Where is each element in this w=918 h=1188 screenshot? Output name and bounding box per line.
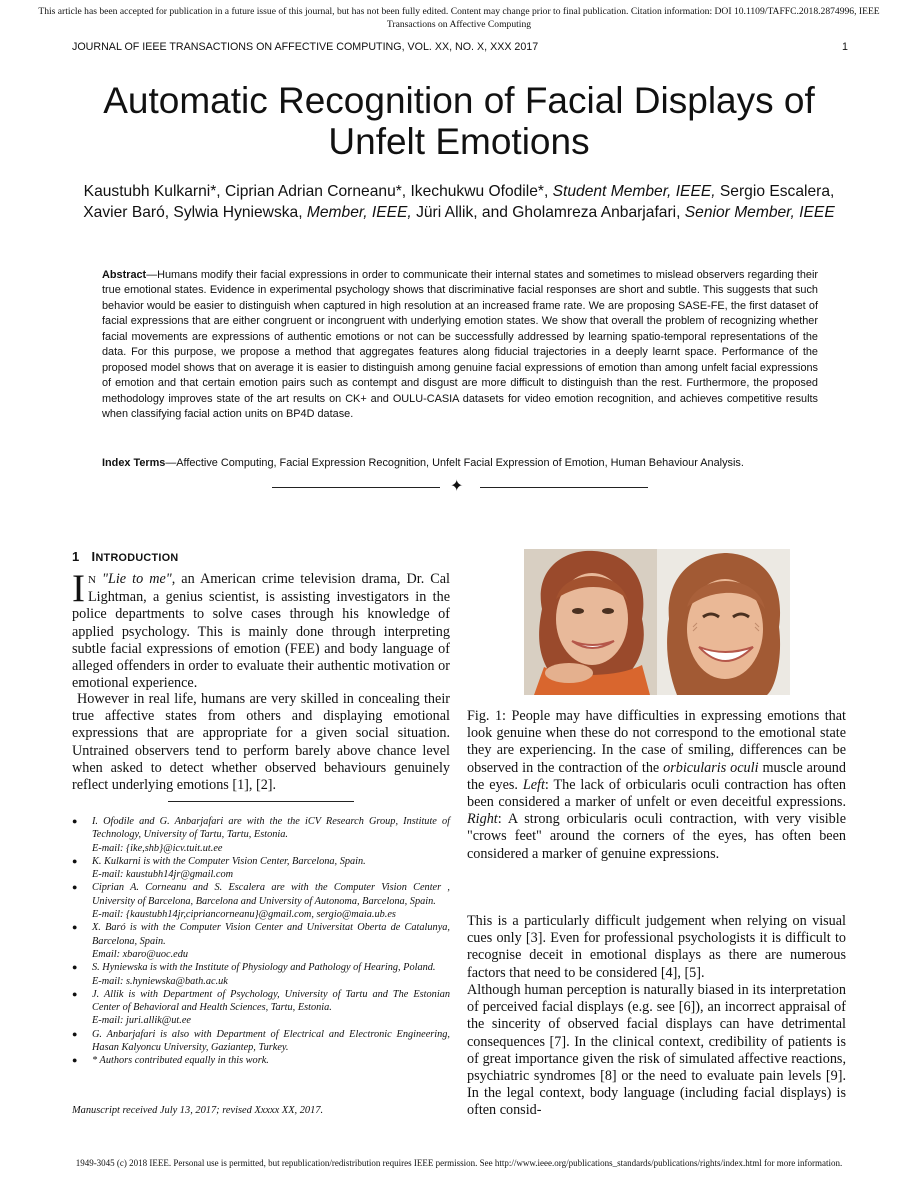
author-role-3: Senior Member, IEEE (684, 204, 835, 221)
manuscript-note: Manuscript received July 13, 2017; revised Xxxxx XX, 2017. (72, 1105, 324, 1116)
right-paragraph-2: Although human perception is naturally biased in its interpretation of perceived facial displays (e.g. see [6]), an incorrect appraisal of the sincerity of observed facial displays can have detrimental consequences [7]. In the clinical context, credibility of patients is of great importance given the risk of simulated affective reactions, psychiatric syndromes [8] or the need to evaluate pain levels [9]. In the legal context, body language (including facial displays) is often consid- (467, 982, 846, 1119)
author-role-1: Student Member, IEEE, (552, 183, 716, 200)
bullet-icon: ● (72, 962, 78, 973)
figure-1 (524, 549, 790, 695)
face-illustration-left (524, 549, 657, 695)
footnote-item: ● J. Allik is with Department of Psychology, University of Tartu and The Estonian Center of Behavioral and Health Sciences, Tartu, Estonia. E-mail: juri.allik@ut.ee (72, 988, 450, 1027)
paper-title (60, 80, 858, 162)
intro-smallcaps: N (88, 574, 96, 586)
section-divider (272, 478, 648, 498)
bullet-icon: ● (72, 988, 78, 999)
footnote-item: ● * Authors contributed equally in this work. (72, 1055, 269, 1067)
footnote-item: ● S. Hyniewska is with the Institute of Physiology and Pathology of Hearing, Poland. E-mail: s.hyniewska@bath.ac.uk (72, 962, 436, 987)
abstract (102, 268, 818, 423)
section-number: 1 (72, 549, 80, 564)
intro-text-1: , an American crime television drama, Dr. Cal Lightman, a genius scientist, is assisting investigators in the police departments to solve cases through his knowledge of applied psychology. This is mainly done through interpreting subtle facial expressions of emotion (FEE) and body language of alleged offenders in order to evaluate their authentic motivation or emotional experience. (72, 571, 451, 692)
face-illustration-right (657, 549, 790, 695)
index-terms-text: —Affective Computing, Facial Expression Recognition, Unfelt Facial Expression of Emotion, Human Behaviour Analysis. (165, 457, 744, 469)
footnote-rule (168, 801, 354, 802)
authors-part-3: Jüri Allik, and Gholamreza Anbarjafari, (411, 204, 685, 221)
abstract-text: —Humans modify their facial expressions in order to communicate their internal states and sometimes to mislead observers regarding their true emotional states. Evidence in experimental psychology shows that discriminative facial responses are short and subtle. This suggests that such behavior would be easier to distinguish when captured in high resolution at an increased frame rate. We are proposing SASE-FE, the first dataset of facial expressions that are either congruent or incongruent with underlying emotion states. We show that overall the problem of recognizing whether facial movements are expressions of authentic emotions or not can be successfully addressed by learning spatio-temporal representations of the data. For this purpose, we propose a method that aggregates features along fiducial trajectories in a deeply learnt space. Performance of the proposed model shows that on average it is easier to distinguish among genuine facial expressions of emotion than among unfelt facial expressions of emotion and that certain emotion pairs such as contempt and disgust are more difficult to distinguish than the rest. Furthermore, the proposed methodology improves state of the art results on CK+ and OULU-CASIA datasets for video emotion recognition, and achieves competitive results when classifying facial action units on BP4D datase. (102, 269, 818, 421)
divider-line-left (272, 487, 440, 488)
author-role-2: Member, IEEE, (306, 204, 412, 221)
caption-label: Fig. 1: (467, 708, 507, 724)
intro-show-title: "Lie to me" (95, 571, 172, 587)
footnote-list (72, 815, 450, 1068)
index-terms (102, 456, 818, 471)
footnote-item: ● G. Anbarjafari is also with Department of Electrical and Electronic Engineering, Hasan Kalyoncu University, Gaziantep, Turkey. (72, 1028, 450, 1054)
footnote-item: ● K. Kulkarni is with the Computer Vision Center, Barcelona, Spain. E-mail: kaustubh14jr@gmail.com (72, 855, 366, 881)
copyright-notice-top: This article has been accepted for publication in a future issue of this journal, but has not been fully edited. Content may change prior to final publication. Citation information: DOI 10.1109/TAFFC.2018.2874996, IEEE Transactions on Affective Computing (38, 6, 880, 30)
figure-caption: Fig. 1: People may have difficulties in expressing emotions that look genuine when these do not correspond to the emotional state they are experiencing. In the case of smiling, differences can be observed in the contraction of the orbicularis oculi muscle around the eyes. Left: The lack of orbicularis oculi contraction has often been considered a marker of unfelt or even deceitful expressions. Right: A strong orbicularis oculi contraction, with very visible "crows feet" around the corners of the eyes, has often been considered a marker of genuine expressions. (467, 708, 847, 862)
abstract-label: Abstract (102, 269, 147, 281)
section-title-rest: NTRODUCTION (95, 552, 179, 564)
genuine-smile-photo (657, 549, 790, 695)
footnote-item: ● I. Ofodile and G. Anbarjafari are with the the iCV Research Group, Institute of Technology, University of Tartu, Tartu, Estonia. E-mail: {ike,shb}@icv.tuit.ut.ee (72, 816, 450, 854)
bullet-icon: ● (72, 922, 78, 933)
copyright-notice-bottom: 1949-3045 (c) 2018 IEEE. Personal use is permitted, but republication/redistribution requires IEEE permission. See http://www.ieee.org/publications_standards/publications/rights/index.html for more information. (75, 1158, 843, 1168)
bullet-icon: ● (72, 855, 78, 866)
title-line-1: Automatic Recognition of Facial Displays of (103, 80, 815, 121)
bullet-icon: ● (72, 1055, 78, 1066)
unfelt-smile-photo (524, 549, 657, 695)
affiliation-footnotes (72, 815, 450, 1068)
running-header (72, 41, 848, 53)
footnote-item: ● X. Baró is with the Computer Vision Center and Universitat Oberta de Catalunya, Barcelona, Spain. Email: xbaro@uoc.edu (72, 922, 450, 960)
title-line-2: Unfelt Emotions (328, 121, 590, 162)
page-number: 1 (842, 41, 848, 53)
authors-part-1: Kaustubh Kulkarni*, Ciprian Adrian Corneanu*, Ikechukwu Ofodile*, (83, 183, 553, 200)
right-paragraph-1: This is a particularly difficult judgement when relying on visual cues only [3]. Even for professional psychologists it is difficult to recognise deceit in emotional displays as there are numerous factors that need to be considered [4], [5]. (467, 913, 846, 981)
index-terms-label: Index Terms (102, 457, 166, 469)
bullet-icon: ● (72, 882, 78, 893)
bullet-icon: ● (72, 1028, 78, 1039)
footnote-item: ● Ciprian A. Corneanu and S. Escalera are with the Computer Vision Center , University of Barcelona, Barcelona and University of Autonoma, Barcelona, Spain. E-mail: {kaustubh14jr,cipriancorneanu}@gmail.com, sergio@maia.ub.es (72, 882, 450, 921)
divider-diamond-icon: ✦ (450, 478, 464, 495)
authors-part-2: Sergio Escalera, Xavier Baró, Sylwia Hyniewska, (83, 183, 835, 221)
bullet-icon: ● (72, 816, 78, 826)
section-title-initial: I (91, 549, 96, 564)
author-list (80, 181, 838, 223)
divider-line-right (480, 487, 648, 488)
section-heading (72, 549, 179, 564)
intro-paragraph-2: However in real life, humans are very skilled in concealing their true affective states from others and displaying emotional expressions that are appropriate for a given social situation. Untrained observers tend to perform barely above chance level when asked to detect whether observed behaviours genuinely reflect underlying emotions [1], [2]. (72, 691, 450, 794)
journal-name: JOURNAL OF IEEE TRANSACTIONS ON AFFECTIVE COMPUTING, VOL. XX, NO. X, XXX 2017 (72, 41, 539, 53)
drop-cap: I (72, 567, 85, 610)
intro-paragraph-1 (72, 567, 451, 692)
